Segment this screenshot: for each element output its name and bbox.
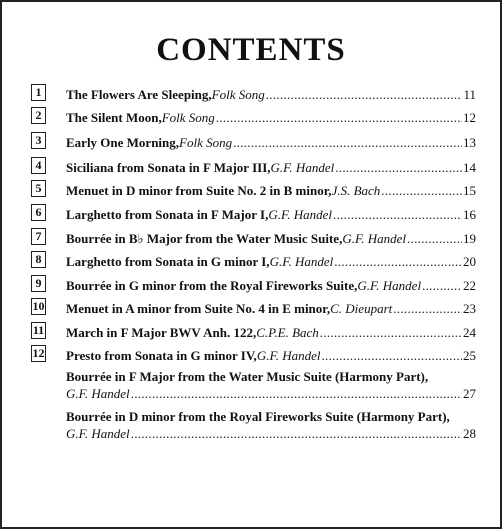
entry-composer: Folk Song bbox=[211, 87, 265, 102]
page-title: CONTENTS bbox=[156, 32, 346, 68]
entry-page: 27 bbox=[463, 386, 476, 401]
entry-composer: G.F. Handel bbox=[66, 386, 130, 401]
entry-number-box: 7 bbox=[31, 228, 46, 245]
entry-page: 22 bbox=[463, 278, 476, 293]
entry-line bbox=[66, 135, 476, 151]
entry-number-box: 5 bbox=[31, 180, 46, 197]
entry-number-box: 2 bbox=[31, 107, 46, 124]
entry-title: Bourrée in F Major from the Water Music Suite (Harmony Part), bbox=[66, 369, 429, 384]
entry-composer: Folk Song bbox=[179, 135, 233, 150]
entry-page: 25 bbox=[463, 348, 476, 363]
entry-title: Bourrée in G minor from the Royal Fireworks Suite, bbox=[66, 278, 358, 293]
leader-dots bbox=[381, 183, 462, 199]
entry-page: 11 bbox=[463, 87, 476, 102]
entry-page: 23 bbox=[463, 301, 476, 316]
leader-dots bbox=[266, 87, 463, 103]
entry-line bbox=[66, 325, 476, 341]
leader-dots bbox=[322, 348, 463, 364]
entry-composer: C. Dieupart bbox=[330, 301, 393, 316]
entry-line bbox=[66, 301, 476, 317]
entry-line bbox=[66, 231, 476, 247]
entry-number-box: 3 bbox=[31, 132, 46, 149]
entry-line bbox=[66, 348, 476, 364]
entry-composer: G.F. Handel bbox=[256, 348, 321, 363]
leader-dots bbox=[334, 254, 462, 270]
entry-composer: C.P.E. Bach bbox=[256, 325, 319, 340]
entry-page: 12 bbox=[463, 110, 476, 125]
entry-number-box: 1 bbox=[31, 84, 46, 101]
entry-composer: G.F. Handel bbox=[268, 207, 333, 222]
entry-line bbox=[66, 207, 476, 223]
entry-title: Bourrée in D minor from the Royal Fireworks Suite (Harmony Part), bbox=[66, 409, 450, 424]
entry-number-box: 12 bbox=[32, 346, 45, 360]
entry-page: 16 bbox=[463, 207, 476, 222]
entry-line bbox=[66, 254, 476, 270]
leader-dots bbox=[131, 386, 462, 402]
entry-number-box: 11 bbox=[32, 323, 45, 337]
entry-composer: G.F. Handel bbox=[357, 278, 422, 293]
entry-title: Menuet in A minor from Suite No. 4 in E minor, bbox=[66, 301, 331, 316]
entry-page: 28 bbox=[463, 426, 476, 441]
entry-composer: G.F. Handel bbox=[269, 254, 334, 269]
entry-title: The Silent Moon, bbox=[66, 110, 162, 125]
entry-number-box: 10 bbox=[32, 299, 45, 313]
entry-page: 15 bbox=[463, 183, 476, 198]
entry-title: Bourrée in B♭ Major from the Water Music Suite, bbox=[66, 231, 343, 246]
entry-number-box: 6 bbox=[31, 204, 46, 221]
leader-dots bbox=[320, 325, 462, 341]
entry-title: Menuet in D minor from Suite No. 2 in B minor, bbox=[66, 183, 332, 198]
entry-line-2 bbox=[66, 426, 476, 442]
entry-line-2 bbox=[66, 386, 476, 402]
entry-line bbox=[66, 110, 476, 126]
entry-composer: J.S. Bach bbox=[331, 183, 381, 198]
entry-composer: Folk Song bbox=[161, 110, 215, 125]
entry-composer: G.F. Handel bbox=[66, 426, 130, 441]
leader-dots bbox=[393, 301, 462, 317]
entry-composer: G.F. Handel bbox=[270, 160, 335, 175]
entry-title: The Flowers Are Sleeping, bbox=[66, 87, 212, 102]
entry-title: Larghetto from Sonata in G minor I, bbox=[66, 254, 270, 269]
entry-title: Early One Morning, bbox=[66, 135, 180, 150]
entry-page: 19 bbox=[463, 231, 476, 246]
entry-number-box: 9 bbox=[31, 275, 46, 292]
entry-page: 14 bbox=[463, 160, 476, 175]
entry-line bbox=[66, 278, 476, 294]
entry-title: March in F Major BWV Anh. 122, bbox=[66, 325, 257, 340]
entry-title: Presto from Sonata in G minor IV, bbox=[66, 348, 257, 363]
entry-number-box: 4 bbox=[31, 157, 46, 174]
entry-composer: G.F. Handel bbox=[342, 231, 407, 246]
entry-title: Larghetto from Sonata in F Major I, bbox=[66, 207, 269, 222]
leader-dots bbox=[333, 207, 462, 223]
leader-dots bbox=[233, 135, 462, 151]
entry-line bbox=[66, 369, 476, 385]
entry-title: Siciliana from Sonata in F Major III, bbox=[66, 160, 271, 175]
entry-page: 13 bbox=[463, 135, 476, 150]
entry-number-box: 8 bbox=[31, 251, 46, 268]
entry-line bbox=[66, 87, 476, 103]
leader-dots bbox=[422, 278, 462, 294]
leader-dots bbox=[131, 426, 462, 442]
leader-dots bbox=[407, 231, 462, 247]
entry-page: 24 bbox=[463, 325, 476, 340]
entry-line bbox=[66, 183, 476, 199]
leader-dots bbox=[335, 160, 462, 176]
entry-line bbox=[66, 409, 476, 425]
entry-line bbox=[66, 160, 476, 176]
leader-dots bbox=[216, 110, 462, 126]
entry-page: 20 bbox=[463, 254, 476, 269]
